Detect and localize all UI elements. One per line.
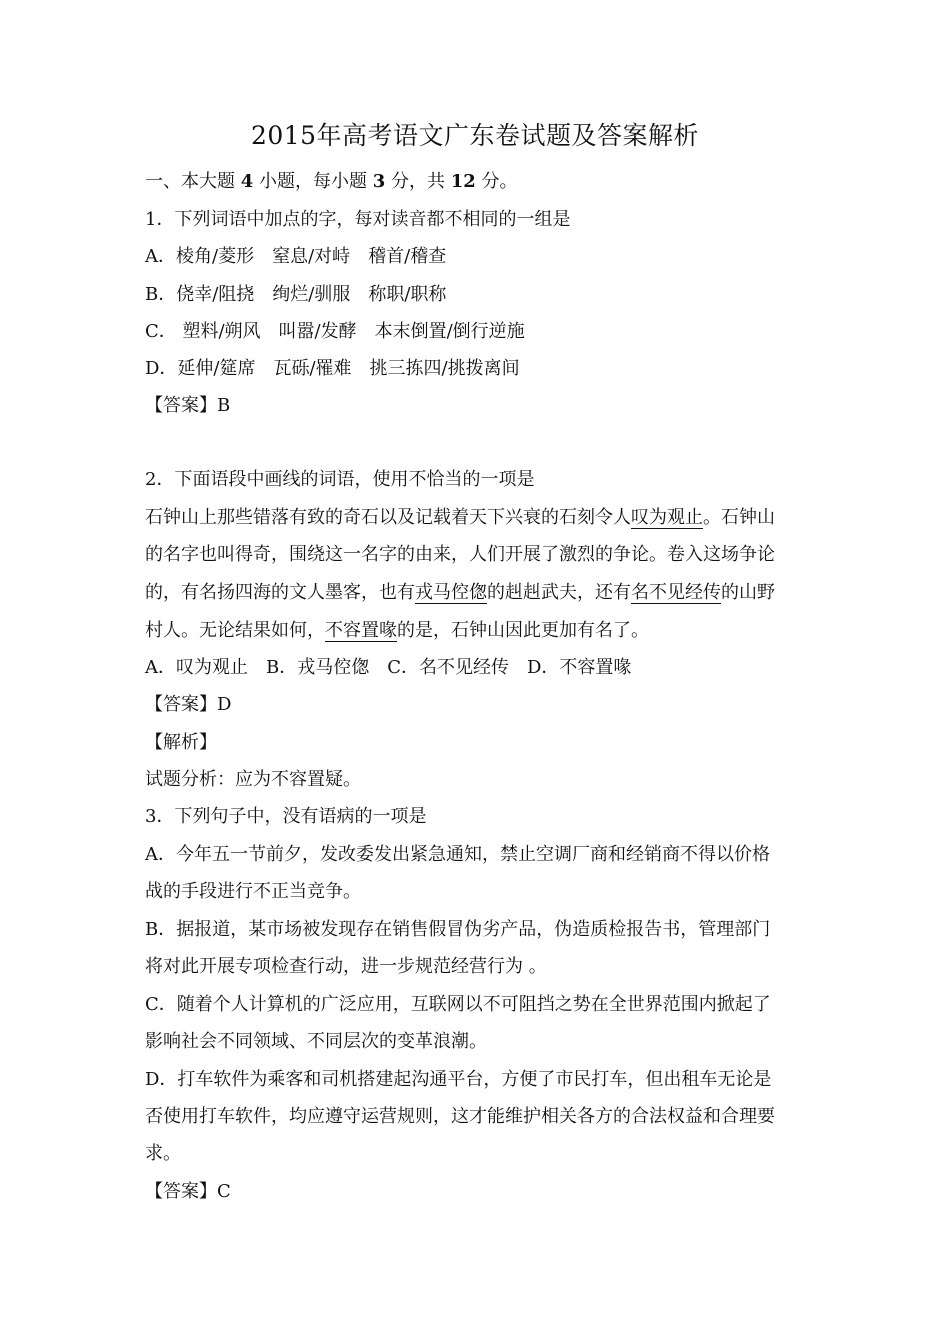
q2-analysis: 试题分析：应为不容置疑。 bbox=[145, 769, 361, 790]
q3-option-a-cont: 战的手段进行不正当竞争。 bbox=[145, 881, 361, 902]
q1-option-c: C． 塑料/朔风 叫嚣/发酵 本末倒置/倒行逆施 bbox=[145, 321, 525, 342]
q2-passage-line: 村人。无论结果如何，不容置喙的是，石钟山因此更加有名了。 bbox=[145, 620, 649, 641]
q2-analysis-label: 【解析】 bbox=[145, 732, 217, 753]
q1-answer: 【答案】B bbox=[145, 395, 231, 416]
document-title: 2015年高考语文广东卷试题及答案解析 bbox=[250, 121, 700, 150]
q3-option-c: C．随着个人计算机的广泛应用，互联网以不可阻挡之势在全世界范围内掀起了 bbox=[145, 994, 771, 1015]
q2-options: A．叹为观止 B．戎马倥偬 C．名不见经传 D．不容置喙 bbox=[145, 657, 632, 678]
q1-option-a: A．棱角/菱形 窒息/对峙 稽首/稽查 bbox=[145, 246, 447, 267]
underlined-term: 叹为观止 bbox=[631, 507, 703, 528]
q3-option-a: A．今年五一节前夕，发改委发出紧急通知，禁止空调厂商和经销商不得以价格 bbox=[145, 844, 770, 865]
q1-stem: 1．下列词语中加点的字，每对读音都不相同的一组是 bbox=[145, 209, 571, 230]
q3-stem: 3．下列句子中，没有语病的一项是 bbox=[145, 806, 427, 827]
q3-option-d: D．打车软件为乘客和司机搭建起沟通平台，方便了市民打车，但出租车无论是 bbox=[145, 1069, 772, 1090]
q1-option-b: B．侥幸/阻挠 绚烂/驯服 称职/职称 bbox=[145, 284, 447, 305]
q2-answer: 【答案】D bbox=[145, 694, 232, 715]
section-heading: 一、本大题 4 小题，每小题 3 分，共 12 分。 bbox=[145, 171, 518, 192]
q3-option-b-cont: 将对此开展专项检查行动，进一步规范经营行为 。 bbox=[145, 956, 547, 977]
underlined-term: 名不见经传 bbox=[631, 582, 721, 603]
q3-option-d-cont: 否使用打车软件，均应遵守运营规则，这才能维护相关各方的合法权益和合理要 bbox=[145, 1106, 775, 1127]
q1-option-d: D．延伸/筵席 瓦砾/罹难 挑三拣四/挑拨离间 bbox=[145, 358, 520, 379]
q3-option-b: B．据报道，某市场被发现存在销售假冒伪劣产品，伪造质检报告书，管理部门 bbox=[145, 919, 771, 940]
underlined-term: 不容置喙 bbox=[325, 620, 397, 641]
q2-passage-line: 石钟山上那些错落有致的奇石以及记载着天下兴衰的石刻令人叹为观止。石钟山 bbox=[145, 507, 775, 528]
q3-option-d-cont: 求。 bbox=[145, 1143, 181, 1164]
q3-option-c-cont: 影响社会不同领域、不同层次的变革浪潮。 bbox=[145, 1031, 487, 1052]
q3-answer: 【答案】C bbox=[145, 1181, 231, 1202]
underlined-term: 戎马倥偬 bbox=[415, 582, 487, 603]
q2-passage-line: 的名字也叫得奇，围绕这一名字的由来，人们开展了激烈的争论。卷入这场争论 bbox=[145, 544, 775, 565]
q2-stem: 2．下面语段中画线的词语，使用不恰当的一项是 bbox=[145, 469, 535, 490]
q2-passage-line: 的，有名扬四海的文人墨客，也有戎马倥偬的赳赳武夫，还有名不见经传的山野 bbox=[145, 582, 775, 603]
